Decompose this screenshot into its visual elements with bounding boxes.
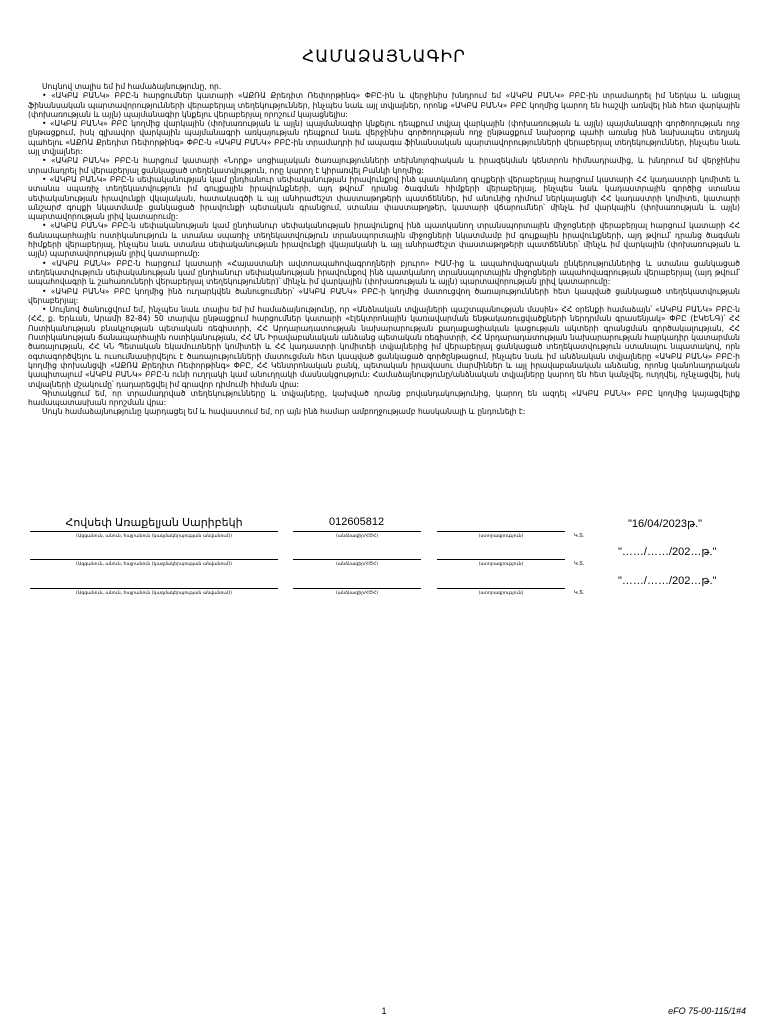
signer-name-line[interactable] [30, 574, 278, 589]
signature-row [0, 574, 768, 604]
passport-caption: (անձնագիր/ՀԾՀ) [335, 562, 379, 567]
clause-nork-fund: • «ԱԿԲԱ ԲԱՆԿ» ԲԲԸ-ն հարցում կատարի «Նորք» սոցիալական ծառայությունների տեխնոլոգիական և իրազեկման կենտրոն հիմնադրամից, և խնդրում եմ վերջինիս տրամադրել իմ վերաբերյալ ցանկացած տեղեկատվություն, որը կարող է կիրառվել Բանկի կողմից: [28, 156, 740, 175]
clause-credit-bureau-future: • «ԱԿԲԱ ԲԱՆԿ» ԲԲԸ կողմից վարկային (փոխառության և այլն) պայմանագիր կնքելու դեպքում տվյալ վարկային (փոխառության և այլն) պայմանագրի գործողության ողջ ընթացքում, իսկ գլխավոր վարկային պայմանագրի առկայության դեպքում նաև վերջինիս գործողության ողջ ընթացքում նախօրոք պահի առանց ինձ նախապես տեղյակ պահելու «ԱՔՌԱ Քրեդիտ Ռեփորթինգ» ՓԲԸ-ն «ԱԿԲԱ ԲԱՆԿ» ԲԲԸ-ին տրամադրի իմ ապագա ֆինանսական պարտավորությունների վերաբերյալ տեղեկություններ, ինչպես նաև այլ տվյալներ: [28, 119, 740, 157]
signature-line[interactable] [437, 545, 565, 560]
clause-personal-data: • Սույնով ծանուցվում եմ, ինչպես նաև տալիս եմ իմ համաձայնությունը, որ «Անձնական տվյալների պաշտպանության մասին» ՀՀ օրենքի համաձայն՝ «ԱԿԲԱ ԲԱՆԿ» ԲԲԸ-ն (ՀՀ, ք. Երևան, Արամի 82-84) 50 տարվա ընթացքում հարցումներ կատարի «էլեկտրոնային կառավարման ենթակառուցվածքների ներդրման գրասենյակ» ՓԲԸ (ԷԿԵՆԳ)՝ ՀՀ Ոստիկանության բնակչության պետական ռեգիստրի, ՀՀ Արդարադատության նախարարության քաղաքացիական կացության ակտերի գրանցման գործակալության, ՀՀ Ոստիկանության ճանապարհային ոստիկանության, ՀՀ ԱՆ Իրավաբանական անձանց պետական ռեգիստրի, ՀՀ Արդարադատության նախարարության հարկադիր կատարման ծառայության, ՀՀ ԿՆ Պետական եկամուտների կոմիտեի և ՀՀ կադաստրի կոմիտեի տվյալներից իմ վերաբերյալ ցանկացած տեղեկատվություն ստանալու նպատակով, որն օգտագործվելու և ուսումնասիրվելու է ծառայությունների մատուցման հետ կապված ցանկացած գործընթացում, ինչպես նաև իմ անձնական տվյալները «ԱԿԲԱ ԲԱՆԿ» ԲԲԸ-ի կողմից փոխանցվի «ԱՔՌԱ Քրեդիտ Ռեփորթինգ» ՓԲԸ, ՀՀ Կենտրոնական բանկ, պետական իրավասու մարմիններ և այլ իրավաբանական անձանց, որոնց կանոնադրական կապիտալում «ԱԿԲԱ ԲԱՆԿ» ԲԲԸ-ն ունի ուղղակի կամ անուղղակի մասնակցություն: Համաձայնությունը/անձնական տվյալները կարող են հետ կանչվել, ուղղվել, ոչնչացվել, իսկ տվյալների մշակումը՝ դադարեցվել իմ գրավոր դիմումի հիման վրա: [28, 305, 740, 389]
clause-credit-bureau-inquiry: • «ԱԿԲԱ ԲԱՆԿ» ԲԲԸ-ն հարցումներ կատարի «ԱՔՌԱ Քրեդիտ Ռեփորթինգ» ՓԲԸ-ին և վերջինիս խնդրում եմ «ԱԿԲԱ ԲԱՆԿ» ԲԲԸ-ին տրամադրել իմ ներկա և անցյալ ֆինանսական պարտավորությունների վերաբերյալ տեղեկություններ, ինչպես նաև այլ տվյալներ, որոնք «ԱԿԲԱ ԲԱՆԿ» ԲԲԸ կողմից կարող են հաշվի առնվել ինձ հետ վարկային (փոխառության և այլն) պայմանագիր կնքելու վերաբերյալ որոշում կայացնելիս: [28, 91, 740, 119]
passport-number[interactable]: 012605812 [329, 516, 385, 528]
awareness-paragraph: Գիտակցում եմ, որ տրամադրված տեղեկությունները և տվյալները, կախված դրանց բովանդակությունից, կարող են ազդել «ԱԿԲԱ ԲԱՆԿ» ԲԲԸ կողմից կայացվելիք համապատասխան որոշման վրա: [28, 388, 740, 408]
signature-line[interactable] [437, 574, 565, 589]
page-number: 1 [381, 1006, 387, 1016]
consent-body [28, 82, 740, 417]
signer-name-line[interactable] [30, 545, 278, 560]
signer-name-line [30, 517, 278, 532]
form-code: eFO 75-00-115/1#4 [668, 1006, 746, 1016]
passport-line[interactable] [293, 545, 421, 560]
signer-name-caption: (Ազգանուն, անուն, հայրանուն (կազմակերպության անվանում)) [76, 591, 232, 596]
acknowledgement-paragraph: Սույն համաձայնությունը կարդացել եմ և հավաստում եմ, որ այն ինձ համար ամբողջությամբ հասկանալի և ընդունելի է: [42, 407, 526, 417]
intro-paragraph: Սույնով տալիս եմ իմ համաձայնությունը, որ. [42, 82, 222, 91]
signature-caption: (ստորագրություն) [478, 562, 524, 567]
signature-row [0, 515, 768, 545]
passport-line[interactable] [293, 574, 421, 589]
signature-date: "……/……/202…թ." [618, 546, 717, 558]
signature-caption: (ստորագրություն) [478, 534, 524, 539]
signature-date: "16/04/2023թ." [628, 518, 703, 530]
clause-notifications: • «ԱԿԲԱ ԲԱՆԿ» ԲԲԸ կողմից ինձ ուղարկվեն ծանուցումներ՝ «ԱԿԲԱ ԲԱՆԿ» ԲԲԸ-ի կողմից մատուցվող ծառայությունների հետ կապված ցանկացած տեղեկատվության վերաբերյալ: [28, 286, 740, 305]
signer-name-caption: (Ազգանուն, անուն, հայրանուն (կազմակերպության անվանում)) [76, 534, 232, 539]
seal-marker: Կ.Տ. [574, 590, 585, 596]
seal-marker: Կ.Տ. [574, 561, 585, 567]
passport-caption: (անձնագիր/ՀԾՀ) [335, 534, 379, 539]
document-title: ՀԱՄԱՁԱՅՆԱԳԻՐ [302, 47, 466, 67]
signature-caption: (ստորագրություն) [478, 591, 524, 596]
clause-cadastre: • «ԱԿԲԱ ԲԱՆԿ» ԲԲԸ-ն սեփականության կամ ընդհանուր սեփականության իրավունքով ինձ պատկանող գույքերի վերաբերյալ հարցում կատարի ՀՀ կադաստրի կոմիտե և ստանա սպառիչ տեղեկատվություն իմ գույքային իրավունքների, այդ թվում՝ դրանց ծագման հիմքերի վերաբերյալ, ինչպես նաև կադաստրային գործից ստանա սեփականության իրավունքի վկայական, հատակագծի և այլ անհրաժեշտ փաստաթղթերի պատճեններ, իմ անունից դիմում ներկայացնի ՀՀ կադաստրի կոմիտե, կատարի անշարժ գույքի նկատմամբ ցանկացած իրավունքի պետական գրանցում, ստանա փաստաթղթեր, կատարի վճարումներ՝ մինչև իմ վարկային (փոխառության և այլն) պարտավորության լրիվ կատարումը: [28, 174, 740, 222]
passport-caption: (անձնագիր/ՀԾՀ) [335, 591, 379, 596]
signer-name[interactable]: Հովսեփ Առաքելյան Սարիբեկի [65, 517, 243, 529]
clause-insurance-bureau: • «ԱԿԲԱ ԲԱՆԿ» ԲԲԸ-ն հարցում կատարի «Հայաստանի ավտոապահովագրողների բյուրո» ԻԱՄ-ից և ապահովագրական ընկերություններից և ստանա ցանկացած տեղեկատվություն սեփականության կամ ընդհանուր սեփականության իրավունքով ինձ պատկանող տրանսպորտային միջոցների ապահովագրության վերաբերյալ (այդ թվում՝ ապահովագրի և շահառուների վերաբերյալ տեղեկություններ)՝ մինչև իմ վարկային (փոխառության և այլն) պարտավորության լրիվ կատարումը: [28, 258, 740, 287]
signature-date: "……/……/202…թ." [618, 575, 717, 587]
signature-line[interactable] [437, 517, 565, 532]
signer-name-caption: (Ազգանուն, անուն, հայրանուն (կազմակերպության անվանում)) [76, 562, 232, 567]
signature-row [0, 545, 768, 575]
passport-line [293, 517, 421, 532]
seal-marker: Կ.Տ. [574, 533, 585, 539]
clause-road-police: • «ԱԿԲԱ ԲԱՆԿ» ԲԲԸ-ն սեփականության կամ ընդհանուր սեփականության իրավունքով ինձ պատկանող տրանսպորտային միջոցների վերաբերյալ հարցում կատարի ՀՀ ճանապարհային ոստիկանություն և ստանա սպառիչ տեղեկատվություն տրանսպորտային միջոցների նկատմամբ իմ գույքային իրավունքների, այդ թվում՝ դրանց ծագման հիմքերի վերաբերյալ, ինչպես նաև ստանա սեփականության իրավունքի վկայականի և այլ անհրաժեշտ փաստաթղթերի պատճեններ՝ մինչև իմ վարկային (փոխառության և այլն) պարտավորության լրիվ կատարումը: [28, 221, 740, 259]
